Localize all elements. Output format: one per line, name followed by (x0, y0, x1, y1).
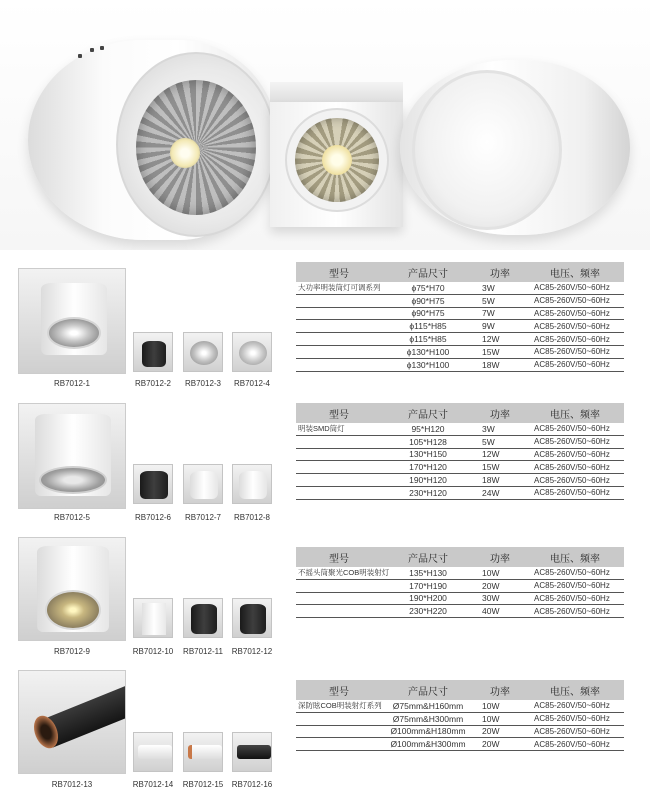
table-row: ϕ90*H75 5W AC85-260V/50~60Hz (296, 295, 624, 308)
series-name: 深防眩COB明装射灯系列 (298, 701, 382, 711)
table-row: ϕ130*H100 18W AC85-260V/50~60Hz (296, 359, 624, 372)
product-image-main (18, 268, 126, 374)
product-image-thumb (232, 598, 272, 638)
product-image-thumb (133, 332, 173, 372)
product-image-thumb (183, 732, 223, 772)
spec-table (296, 262, 624, 372)
spec-table-header (296, 262, 624, 282)
product-label-thumb: RB7012-10 (132, 647, 174, 656)
product-label-thumb: RB7012-11 (183, 647, 223, 656)
header-power: 功率 (490, 268, 510, 280)
spec-table-header: 型号 产品尺寸 功率 电压、频率 (296, 547, 624, 567)
product-label-main: RB7012-5 (53, 513, 91, 522)
product-label-thumb: RB7012-3 (184, 379, 222, 388)
hero-panel-downlight (400, 60, 630, 240)
table-row: 230*H220 40W AC85-260V/50~60Hz (296, 605, 624, 618)
hero-cylinder-downlight (28, 40, 278, 240)
table-row: ϕ90*H75 7W AC85-260V/50~60Hz (296, 308, 624, 321)
product-label-thumb: RB7012-7 (184, 513, 222, 522)
header-size: 产品尺寸 (408, 268, 448, 280)
table-row: 130*H150 12W AC85-260V/50~60Hz (296, 449, 624, 462)
hero-product-photo (0, 0, 650, 250)
product-label-main: RB7012-13 (51, 780, 93, 789)
hero-square-downlight (270, 82, 403, 227)
table-row: 230*H120 24W AC85-260V/50~60Hz (296, 487, 624, 500)
table-row: 不摇头筒聚光COB明装射灯 135*H130 10W AC85-260V/50~60Hz (296, 567, 624, 580)
product-image-thumb (183, 598, 223, 638)
series-name: 大功率明装筒灯可调系列 (298, 283, 381, 293)
header-model: 型号 (329, 268, 349, 280)
spec-table-header: 型号 产品尺寸 功率 电压、频率 (296, 403, 624, 423)
product-label-thumb: RB7012-2 (134, 379, 172, 388)
header-voltage: 电压、频率 (550, 268, 600, 280)
table-row: Ø75mm&H300mm 10W AC85-260V/50~60Hz (296, 713, 624, 726)
product-label-thumb: RB7012-14 (132, 780, 174, 789)
series-name: 不摇头筒聚光COB明装射灯 (298, 568, 390, 578)
product-label-thumb: RB7012-16 (231, 780, 273, 789)
table-row: ϕ115*H85 12W AC85-260V/50~60Hz (296, 333, 624, 346)
table-row: 170*H190 20W AC85-260V/50~60Hz (296, 580, 624, 593)
product-image-main (18, 670, 126, 774)
product-label-thumb: RB7012-4 (233, 379, 271, 388)
product-label-thumb: RB7012-6 (134, 513, 172, 522)
product-label-thumb: RB7012-15 (182, 780, 224, 789)
table-row: ϕ115*H85 9W AC85-260V/50~60Hz (296, 320, 624, 333)
table-row: 深防眩COB明装射灯系列 Ø75mm&H160mm 10W AC85-260V/50~60Hz (296, 700, 624, 713)
table-row: 105*H128 5W AC85-260V/50~60Hz (296, 436, 624, 449)
spec-table-header: 型号 产品尺寸 功率 电压、频率 (296, 680, 624, 700)
product-image-thumb (133, 732, 173, 772)
product-label-thumb: RB7012-8 (233, 513, 271, 522)
spec-table (296, 680, 624, 751)
product-image-thumb (232, 332, 272, 372)
spec-table (296, 403, 624, 500)
product-image-main (18, 403, 126, 509)
table-row: Ø100mm&H300mm 20W AC85-260V/50~60Hz (296, 738, 624, 751)
product-image-thumb (232, 464, 272, 504)
table-row: 170*H120 15W AC85-260V/50~60Hz (296, 461, 624, 474)
product-image-thumb (133, 598, 173, 638)
product-image-thumb (183, 332, 223, 372)
spec-table (296, 547, 624, 618)
table-row: Ø100mm&H180mm 20W AC85-260V/50~60Hz (296, 726, 624, 739)
product-image-thumb (133, 464, 173, 504)
product-image-thumb (183, 464, 223, 504)
table-row: ϕ130*H100 15W AC85-260V/50~60Hz (296, 346, 624, 359)
product-label-main: RB7012-9 (53, 647, 91, 656)
product-image-main (18, 537, 126, 641)
table-row: 190*H200 30W AC85-260V/50~60Hz (296, 593, 624, 606)
product-label-main: RB7012-1 (53, 379, 91, 388)
series-name: 明装SMD筒灯 (298, 424, 345, 434)
product-image-thumb (232, 732, 272, 772)
product-label-thumb: RB7012-12 (231, 647, 273, 656)
table-row: 190*H120 18W AC85-260V/50~60Hz (296, 474, 624, 487)
table-row: 明装SMD筒灯 95*H120 3W AC85-260V/50~60Hz (296, 423, 624, 436)
table-row: 大功率明装筒灯可调系列 ϕ75*H70 3W AC85-260V/50~60Hz (296, 282, 624, 295)
